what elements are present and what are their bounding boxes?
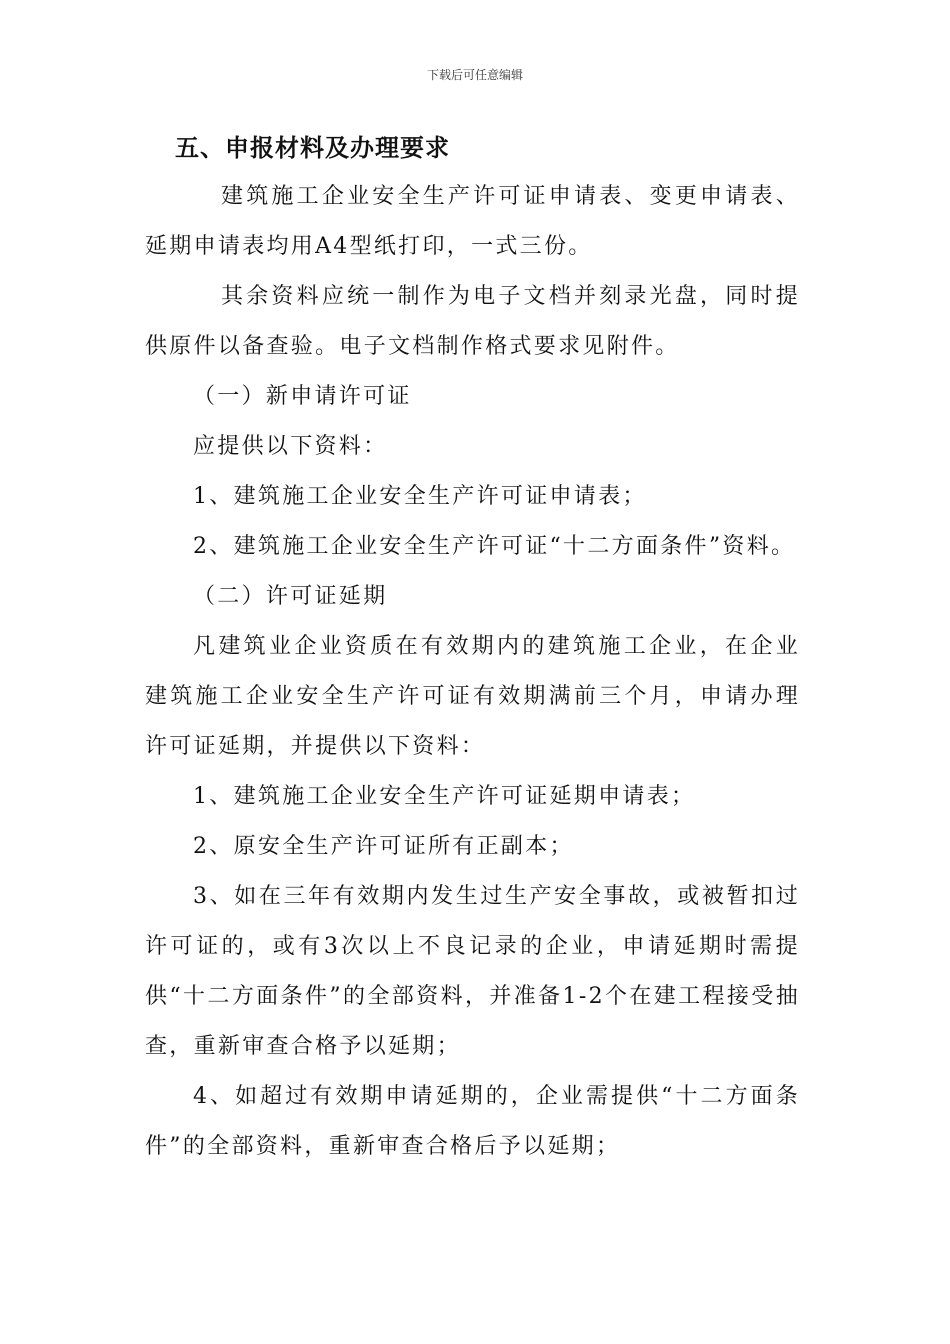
paragraph-electronic-docs: 其余资料应统一制作为电子文档并刻录光盘，同时提供原件以备查验。电子文档制作格式要求见附件。 [145,284,800,359]
section-heading: 五、申报材料及办理要求 [175,134,450,162]
header-note: 下载后可任意编辑 [426,68,523,82]
list-item: 2、建筑施工企业安全生产许可证“十二方面条件”资料。 [193,534,796,559]
paragraph-extension-conditions: 凡建筑业企业资质在有效期内的建筑施工企业，在企业建筑施工企业安全生产许可证有效期满前三个月，申请办理许可证延期，并提供以下资料： [145,634,800,759]
document-body [145,172,800,1172]
subheading-license-extension: （二）许可证延期 [193,584,388,609]
paragraph-print-requirement: 建筑施工企业安全生产许可证申请表、变更申请表、延期申请表均用A4型纸打印，一式三份。 [145,184,800,259]
paragraph-provide-materials: 应提供以下资料： [193,434,388,459]
list-item: 4、如超过有效期申请延期的，企业需提供“十二方面条件”的全部资料，重新审查合格后予以延期； [145,1084,800,1159]
list-item: 1、建筑施工企业安全生产许可证申请表； [193,484,647,509]
subheading-new-application: （一）新申请许可证 [193,384,412,409]
list-item: 1、建筑施工企业安全生产许可证延期申请表； [193,784,696,809]
list-item: 2、原安全生产许可证所有正副本； [193,834,574,859]
list-item: 3、如在三年有效期内发生过生产安全事故，或被暂扣过许可证的，或有3次以上不良记录的企业，申请延期时需提供“十二方面条件”的全部资料，并准备1-2个在建工程接受抽查，重新审查合格予以延期； [145,884,800,1059]
